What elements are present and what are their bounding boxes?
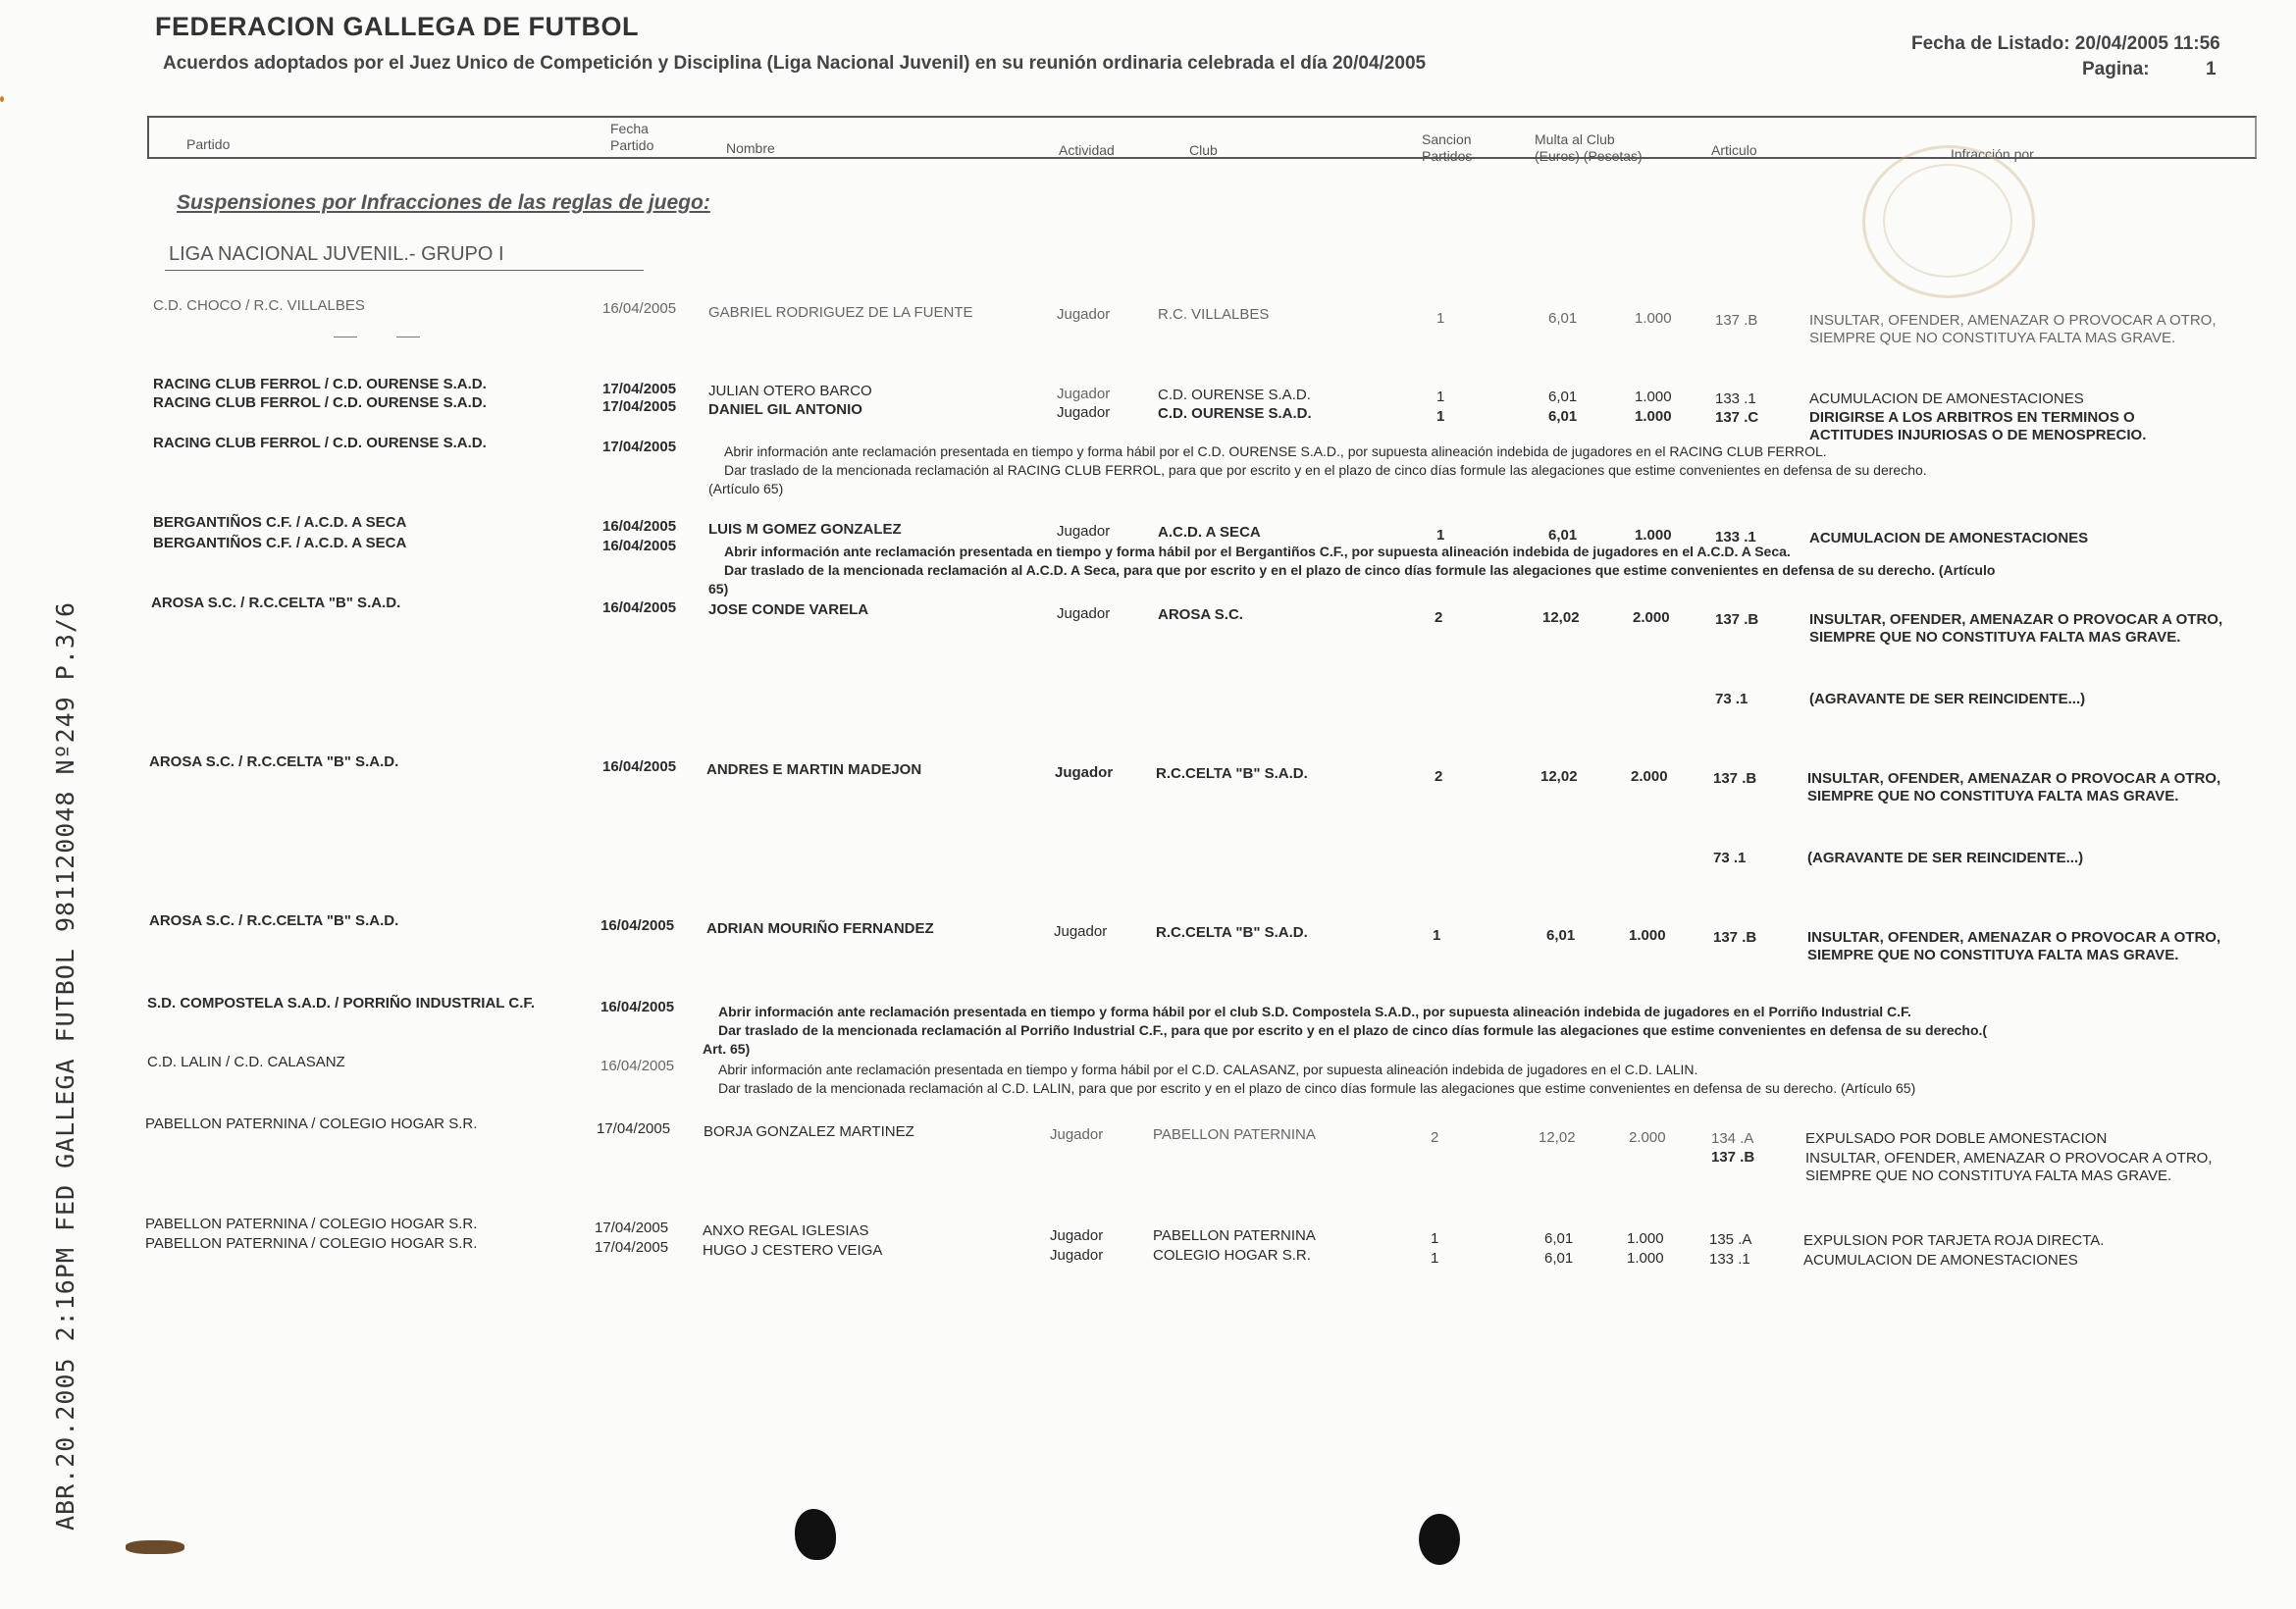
fax-header: ABR.20.2005 2:16PM FED GALLEGA FUTBOL 981120048 Nº249 P.3/6 xyxy=(51,600,79,1531)
row-actividad: Jugador xyxy=(1055,764,1114,781)
row-nombre: HUGO J CESTERO VEIGA xyxy=(703,1242,883,1259)
col-partido: Partido xyxy=(186,136,231,152)
col-nombre: Nombre xyxy=(726,140,775,156)
row-pesetas: 1.000 xyxy=(1635,527,1672,544)
fax-margin xyxy=(0,0,108,1609)
row-euros: 6,01 xyxy=(1548,310,1578,327)
row-euros: 6,01 xyxy=(1548,527,1578,544)
row-partido: PABELLON PATERNINA / COLEGIO HOGAR S.R. xyxy=(145,1216,478,1232)
row-actividad: Jugador xyxy=(1050,1227,1104,1244)
col-multa: Multa al Club xyxy=(1535,131,1615,147)
row-actividad: Jugador xyxy=(1050,1247,1104,1264)
row-articulo: 137 .B xyxy=(1715,312,1758,329)
row-infraccion: ACUMULACION DE AMONESTACIONES xyxy=(1803,1252,2078,1269)
row-nombre: ANXO REGAL IGLESIAS xyxy=(703,1222,869,1239)
row-infraccion-2: INSULTAR, OFENDER, AMENAZAR O PROVOCAR A OTRO, SIEMPRE QUE NO CONSTITUYA FALTA MAS GRAVE. xyxy=(1805,1150,2213,1184)
row-actividad: Jugador xyxy=(1050,1126,1104,1143)
row-sancion: 1 xyxy=(1433,927,1441,944)
row-club: C.D. OURENSE S.A.D. xyxy=(1158,387,1311,403)
group-title: LIGA NACIONAL JUVENIL.- GRUPO I xyxy=(169,243,504,265)
row-euros: 6,01 xyxy=(1544,1250,1574,1267)
row-fecha: 16/04/2005 xyxy=(602,300,677,317)
col-multa-units: (Euros) (Pesetas) xyxy=(1535,148,1643,164)
row-sancion: 2 xyxy=(1431,1129,1439,1146)
row-nombre: LUIS M GOMEZ GONZALEZ xyxy=(708,521,902,538)
row-fecha: 17/04/2005 xyxy=(602,398,677,415)
row-articulo-2: 137 .B xyxy=(1711,1149,1755,1166)
row-actividad: Jugador xyxy=(1057,386,1111,402)
row-note-2: Dar traslado de la mencionada reclamación al Porriño Industrial C.F., para que por escrito y en el plazo de cinco días formule las alegaciones que estime convenientes en defensa de su derecho.( xyxy=(718,1022,1988,1038)
row-note-3: Art. 65) xyxy=(703,1041,751,1057)
row-note: Abrir información ante reclamación presentada en tiempo y forma hábil por el Bergantiños C.F., por supuesta alineación indebida de jugadores en el A.C.D. A Seca. xyxy=(724,544,1791,559)
row-articulo: 134 .A xyxy=(1711,1130,1754,1147)
row-articulo: 137 .B xyxy=(1715,611,1759,628)
row-note: Abrir información ante reclamación presentada en tiempo y forma hábil por el C.D. OURENSE S.A.D., por supuesta alineación indebida de jugadores en el RACING CLUB FERROL. xyxy=(724,443,1827,459)
row-infraccion: DIRIGIRSE A LOS ARBITROS EN TERMINOS O ACTITUDES INJURIOSAS O DE MENOSPRECIO. xyxy=(1809,409,2147,443)
page-label: Pagina: xyxy=(2082,59,2150,79)
row-pesetas: 2.000 xyxy=(1629,1129,1666,1146)
col-fecha: Fecha xyxy=(610,121,649,136)
col-actividad: Actividad xyxy=(1059,142,1115,158)
row-club: C.D. OURENSE S.A.D. xyxy=(1158,405,1312,422)
col-club: Club xyxy=(1189,142,1218,158)
row-infraccion: INSULTAR, OFENDER, AMENAZAR O PROVOCAR A OTRO, SIEMPRE QUE NO CONSTITUYA FALTA MAS GRAVE. xyxy=(1807,770,2221,804)
row-fecha: 17/04/2005 xyxy=(595,1220,669,1236)
row-fecha: 16/04/2005 xyxy=(600,999,675,1015)
row-partido: RACING CLUB FERROL / C.D. OURENSE S.A.D. xyxy=(153,394,487,411)
col-sancion-partidos: Partidos xyxy=(1422,148,1473,164)
row-partido: RACING CLUB FERROL / C.D. OURENSE S.A.D. xyxy=(153,435,487,451)
federation-stamp xyxy=(1862,145,2035,298)
row-sancion: 1 xyxy=(1436,389,1445,405)
row-euros: 12,02 xyxy=(1539,1129,1576,1146)
section-title: Suspensiones por Infracciones de las reglas de juego: xyxy=(177,191,710,214)
row-club: COLEGIO HOGAR S.R. xyxy=(1153,1247,1311,1264)
row-fecha: 16/04/2005 xyxy=(602,758,677,775)
row-club: PABELLON PATERNINA xyxy=(1153,1126,1316,1143)
row-pesetas: 1.000 xyxy=(1635,389,1672,405)
row-euros: 6,01 xyxy=(1546,927,1576,944)
row-articulo: 137 .C xyxy=(1715,409,1759,426)
row-sancion: 1 xyxy=(1436,408,1445,425)
row-partido: C.D. LALIN / C.D. CALASANZ xyxy=(147,1054,345,1070)
row-sancion: 2 xyxy=(1435,609,1443,626)
page-number: 1 xyxy=(2206,59,2217,79)
row-articulo: 133 .1 xyxy=(1715,390,1756,407)
col-sancion: Sancion xyxy=(1422,131,1472,147)
row-note: Abrir información ante reclamación presentada en tiempo y forma hábil por el C.D. CALASANZ, por supuesta alineación indebida de jugadores en el C.D. LALIN. xyxy=(718,1062,1698,1077)
row-pesetas: 1.000 xyxy=(1629,927,1666,944)
row-fecha: 17/04/2005 xyxy=(602,381,677,397)
row-articulo: 135 .A xyxy=(1709,1231,1752,1248)
row-sancion: 1 xyxy=(1431,1250,1439,1267)
row-note-2: Dar traslado de la mencionada reclamación al A.C.D. A Seca, para que por escrito y en el plazo de cinco días formule las alegaciones que estime convenientes en defensa de su derecho. (Artículo xyxy=(724,562,1996,578)
row-infraccion-2: (AGRAVANTE DE SER REINCIDENTE...) xyxy=(1807,850,2084,866)
scan-smudge xyxy=(126,1540,184,1554)
row-infraccion: EXPULSADO POR DOBLE AMONESTACION xyxy=(1805,1130,2108,1147)
row-actividad: Jugador xyxy=(1057,605,1111,622)
row-note-3: (Artículo 65) xyxy=(708,481,784,496)
row-partido: AROSA S.C. / R.C.CELTA "B" S.A.D. xyxy=(149,753,399,770)
row-pesetas: 1.000 xyxy=(1627,1230,1664,1247)
row-infraccion: EXPULSION POR TARJETA ROJA DIRECTA. xyxy=(1803,1232,2105,1249)
row-note-3: 65) xyxy=(708,581,729,597)
row-actividad: Jugador xyxy=(1057,306,1111,323)
row-articulo: 137 .B xyxy=(1713,929,1757,946)
row-partido: BERGANTIÑOS C.F. / A.C.D. A SECA xyxy=(153,535,407,551)
row-infraccion: ACUMULACION DE AMONESTACIONES xyxy=(1809,390,2084,407)
document-title: FEDERACION GALLEGA DE FUTBOL xyxy=(155,12,639,41)
stamp-inner-ring xyxy=(1883,164,2012,278)
row-articulo-2: 73 .1 xyxy=(1713,850,1747,866)
col-infraccion: Infracción por xyxy=(1951,146,2034,162)
row-sancion: 2 xyxy=(1435,768,1443,785)
row-euros: 12,02 xyxy=(1542,609,1580,626)
row-actividad: Jugador xyxy=(1054,923,1108,940)
row-fecha: 16/04/2005 xyxy=(602,518,677,535)
row-club: R.C.CELTA "B" S.A.D. xyxy=(1156,765,1308,782)
row-actividad: Jugador xyxy=(1057,523,1111,540)
row-note-2: Dar traslado de la mencionada reclamación al C.D. LALIN, para que por escrito y en el plazo de cinco días formule las alegaciones que estime convenientes en defensa de su derecho. (Artículo 65) xyxy=(718,1080,1916,1096)
row-articulo-2: 73 .1 xyxy=(1715,691,1748,707)
row-fecha: 16/04/2005 xyxy=(600,917,675,934)
row-fecha: 16/04/2005 xyxy=(602,599,677,616)
row-pesetas: 1.000 xyxy=(1635,408,1672,425)
row-articulo: 137 .B xyxy=(1713,770,1757,787)
row-partido: RACING CLUB FERROL / C.D. OURENSE S.A.D. xyxy=(153,376,487,392)
listing-date: Fecha de Listado: 20/04/2005 11:56 xyxy=(1911,33,2220,54)
row-fecha: 17/04/2005 xyxy=(602,439,677,455)
punch-hole-mark xyxy=(795,1509,836,1560)
row-nombre: BORJA GONZALEZ MARTINEZ xyxy=(704,1123,914,1140)
row-partido: PABELLON PATERNINA / COLEGIO HOGAR S.R. xyxy=(145,1235,478,1252)
row-note: Abrir información ante reclamación presentada en tiempo y forma hábil por el club S.D. Compostela S.A.D., por supuesta alineación indebida de jugadores en el Porriño Industrial C.F. xyxy=(718,1004,1911,1019)
row-club: A.C.D. A SECA xyxy=(1158,524,1261,541)
row-fecha: 16/04/2005 xyxy=(602,538,677,554)
row-fecha: 16/04/2005 xyxy=(600,1058,675,1074)
punch-hole-mark xyxy=(1419,1514,1460,1565)
col-articulo: Articulo xyxy=(1711,142,1757,158)
row-pesetas: 2.000 xyxy=(1631,768,1668,785)
row-nombre: ANDRES E MARTIN MADEJON xyxy=(706,761,922,778)
row-euros: 6,01 xyxy=(1548,389,1578,405)
row-nombre: DANIEL GIL ANTONIO xyxy=(708,401,862,418)
row-infraccion-2: (AGRAVANTE DE SER REINCIDENTE...) xyxy=(1809,691,2086,707)
row-articulo: 133 .1 xyxy=(1715,529,1756,545)
row-club: R.C.CELTA "B" S.A.D. xyxy=(1156,924,1308,941)
row-sancion: 1 xyxy=(1436,310,1445,327)
row-pesetas: 1.000 xyxy=(1627,1250,1664,1267)
row-partido: PABELLON PATERNINA / COLEGIO HOGAR S.R. xyxy=(145,1116,478,1132)
row-note-2: Dar traslado de la mencionada reclamación al RACING CLUB FERROL, para que por escrito y en el plazo de cinco días formule las alegaciones que estime convenientes en defensa de su derecho. xyxy=(724,462,1927,478)
row-partido: AROSA S.C. / R.C.CELTA "B" S.A.D. xyxy=(151,595,401,611)
scan-speck xyxy=(0,96,4,102)
row-fecha: 17/04/2005 xyxy=(595,1239,669,1256)
row-nombre: JULIAN OTERO BARCO xyxy=(708,383,872,399)
row-partido: C.D. CHOCO / R.C. VILLALBES xyxy=(153,297,365,314)
row-infraccion: ACUMULACION DE AMONESTACIONES xyxy=(1809,530,2089,546)
row-nombre: GABRIEL RODRIGUEZ DE LA FUENTE xyxy=(708,304,973,321)
row-euros: 12,02 xyxy=(1540,768,1578,785)
group-underline xyxy=(165,270,644,271)
row-nombre: JOSE CONDE VARELA xyxy=(708,601,869,618)
row-pesetas: 1.000 xyxy=(1635,310,1672,327)
row-partido: AROSA S.C. / R.C.CELTA "B" S.A.D. xyxy=(149,912,399,929)
row-partido: S.D. COMPOSTELA S.A.D. / PORRIÑO INDUSTRIAL C.F. xyxy=(147,995,536,1012)
row-infraccion: INSULTAR, OFENDER, AMENAZAR O PROVOCAR A OTRO, SIEMPRE QUE NO CONSTITUYA FALTA MAS GRAVE. xyxy=(1809,312,2217,346)
row-club: R.C. VILLALBES xyxy=(1158,306,1270,323)
row-euros: 6,01 xyxy=(1544,1230,1574,1247)
row-infraccion: INSULTAR, OFENDER, AMENAZAR O PROVOCAR A OTRO, SIEMPRE QUE NO CONSTITUYA FALTA MAS GRAVE. xyxy=(1807,929,2221,963)
row-fecha: 17/04/2005 xyxy=(597,1120,671,1137)
row-club: AROSA S.C. xyxy=(1158,606,1243,623)
row-sancion: 1 xyxy=(1436,527,1445,544)
col-fecha-partido: Partido xyxy=(610,137,654,153)
row-club: PABELLON PATERNINA xyxy=(1153,1227,1316,1244)
document-subtitle: Acuerdos adoptados por el Juez Unico de Competición y Disciplina (Liga Nacional Juvenil) en su reunión ordinaria celebrada el día 20/04/2005 xyxy=(163,53,1427,74)
row-actividad: Jugador xyxy=(1057,404,1111,421)
row-nombre: ADRIAN MOURIÑO FERNANDEZ xyxy=(706,920,934,937)
row-infraccion: INSULTAR, OFENDER, AMENAZAR O PROVOCAR A OTRO, SIEMPRE QUE NO CONSTITUYA FALTA MAS GRAVE. xyxy=(1809,611,2223,646)
row-euros: 6,01 xyxy=(1548,408,1578,425)
row-pesetas: 2.000 xyxy=(1633,609,1670,626)
row-partido: BERGANTIÑOS C.F. / A.C.D. A SECA xyxy=(153,514,407,531)
row-articulo: 133 .1 xyxy=(1709,1251,1750,1268)
row-sancion: 1 xyxy=(1431,1230,1439,1247)
